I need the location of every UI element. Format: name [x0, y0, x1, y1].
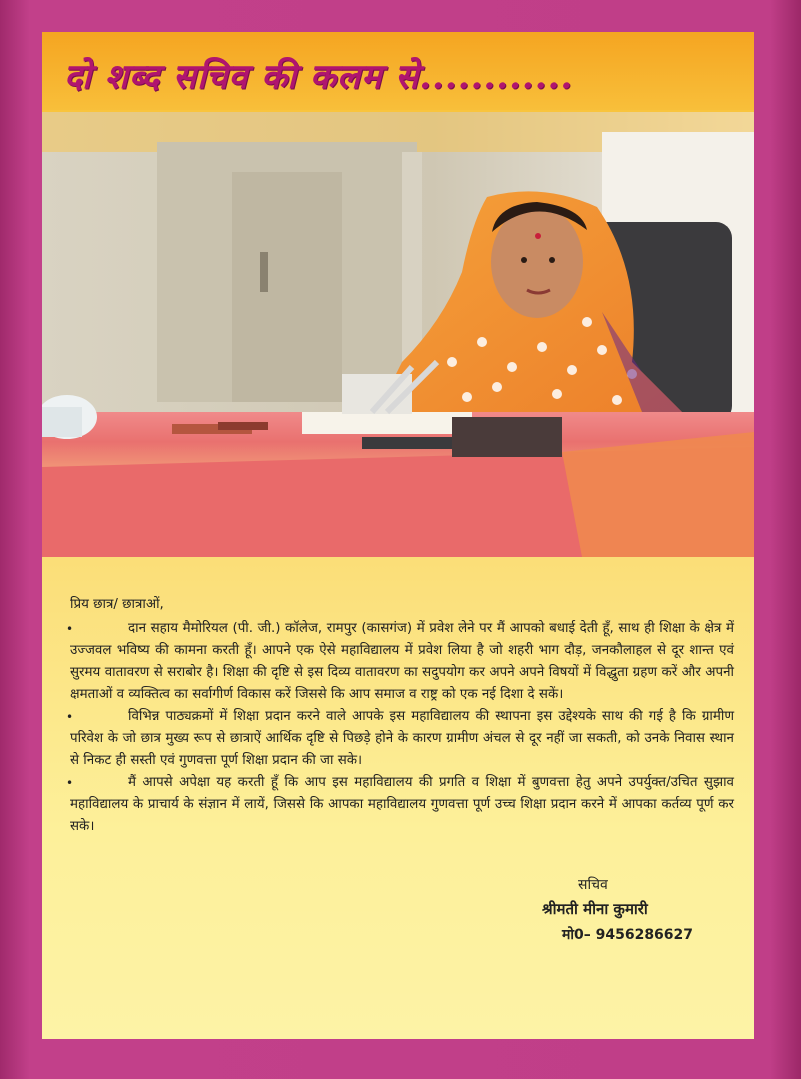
letter-greeting: प्रिय छात्र/ छात्राओं,: [70, 597, 164, 612]
bullet-marker: •: [66, 776, 74, 790]
brochure-page: [42, 32, 754, 1039]
letter-paragraph: [66, 772, 734, 838]
secretary-photo: [42, 112, 754, 557]
signatory-designation: सचिव: [578, 877, 608, 893]
letter-paragraph: [66, 618, 734, 706]
page-heading: दो शब्द सचिव की कलम से............: [64, 57, 574, 97]
bullet-marker: •: [66, 710, 74, 724]
paragraph-text: मैं आपसे अपेक्षा यह करती हूँ कि आप इस महाविद्यालय की प्रगति व शिक्षा में बुणवत्ता हेतु अपने उपर्युक्त/उचित सुझाव महाविद्यालय के प्राचार्य के संज्ञान में लायें, जिससे कि आपका महाविद्यालय गुणवत्ता पूर्ण उच्च शिक्षा प्रदान करने में आपका कर्तव्य पूर्ण कर सके।: [70, 775, 734, 834]
bullet-marker: •: [66, 622, 74, 636]
paragraph-text: विभिन्न पाठ्यक्रमों में शिक्षा प्रदान करने वाले आपके इस महाविद्यालय की स्थापना इस उद्देश्यके साथ की गई है कि ग्रामीण परिवेश के जो छात्र मुख्य रूप से छात्राऐं आर्थिक दृष्टि से पिछड़े होने के कारण ग्रामीण अंचल से दूर नहीं जा सकती, को उनके निवास स्थान से निकट ही सस्ती एवं गुणवत्ता पूर्ण शिक्षा प्रदान की जा सके।: [70, 709, 734, 768]
paragraph-text: दान सहाय मैमोरियल (पी. जी.) कॉलेज, रामपुर (कासगंज) में प्रवेश लेने पर मैं आपको बधाई देती हूँ, साथ ही शिक्षा के क्षेत्र में उज्जवल भविष्य की कामना करती हूँ। आपने एक ऐसे महाविद्यालय में प्रवेश लिया है जो शहरी भाग दौड़, जनकौलाहल से दूर शान्त एवं सुरमय वातावरण से सराबोर है। शिक्षा की दृष्टि से इस दिव्य वातावरण का सदुपयोग कर अपने अपने विषयों में विद्धुता ग्रहण करें और अपनी क्षमताओं व व्यक्तित्व का सर्वागीर्ण विकास करें जिससे कि आप समाज व राष्ट्र को एक नई दिशा दे सकें।: [70, 621, 734, 702]
signatory-phone: मो0– 9456286627: [562, 927, 694, 943]
secretary-letter: [66, 594, 734, 838]
heading-band: [42, 32, 754, 110]
signatory-name: श्रीमती मीना कुमारी: [542, 900, 648, 918]
letter-paragraph: [66, 706, 734, 772]
